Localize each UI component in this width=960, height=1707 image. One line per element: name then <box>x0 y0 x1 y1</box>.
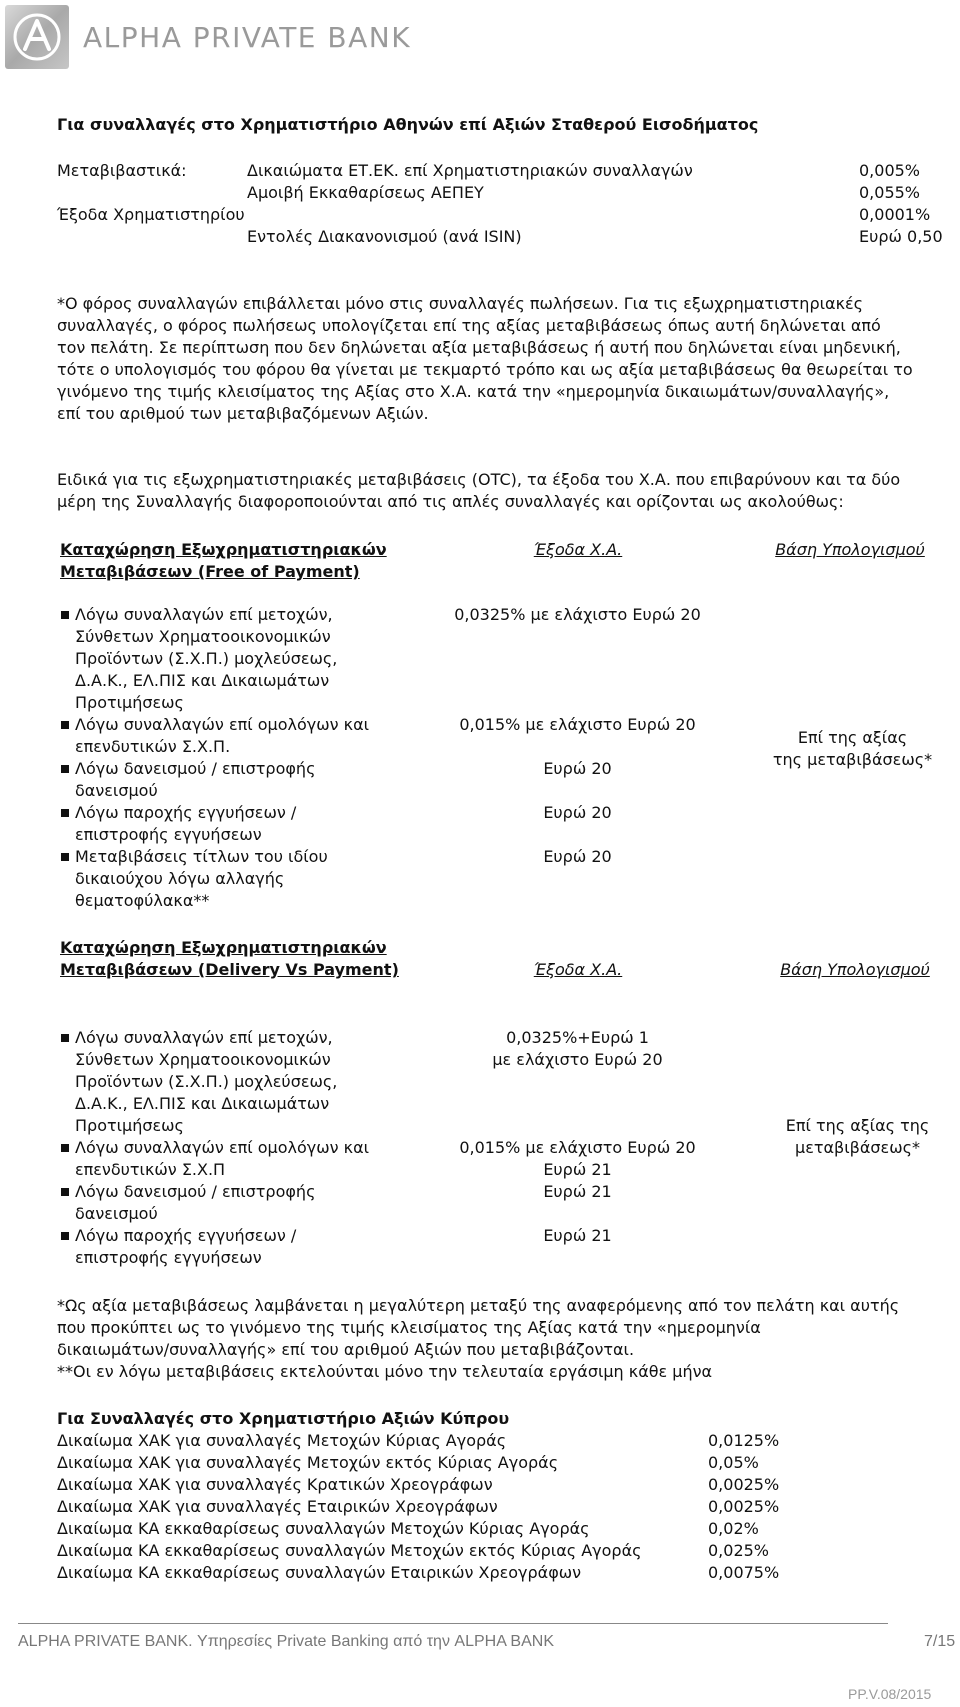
bullet-icon <box>61 611 69 619</box>
page-number: 7/15 <box>924 1633 956 1650</box>
text-line: επιστροφής εγγυήσεων <box>75 1248 262 1267</box>
fee-row-value: 0,05% <box>708 1453 759 1472</box>
text-line: γινόμενο της τιμής κλεισίματος της Αξίας στο Χ.Α. κατά την «ημερομηνία δικαιωμάτων/συναλλαγής», <box>57 382 890 401</box>
footer-divider <box>18 1623 888 1624</box>
text-line: Δ.Α.Κ., ΕΛ.ΠΙΣ και Δικαιωμάτων <box>75 671 330 690</box>
text-line: Λόγω συναλλαγών επί ομολόγων και <box>75 715 370 734</box>
fee-value: Ευρώ 20 <box>543 803 612 822</box>
fee-row-label: Δικαίωμα ΚΑ εκκαθαρίσεως συναλλαγών Μετοχών Κύριας Αγοράς <box>57 1519 590 1538</box>
bullet-icon <box>61 809 69 817</box>
text-line: τον πελάτη. Σε περίπτωση που δεν δηλώνεται αξία μεταβιβάσεως ή αυτή που δηλώνεται είναι μηδενική, <box>57 338 901 357</box>
text-line: Λόγω συναλλαγών επί ομολόγων και <box>75 1138 370 1157</box>
bullet-icon <box>61 853 69 861</box>
text-line: με ελάχιστο Ευρώ 20 <box>492 1050 663 1069</box>
heading-line: Καταχώρηση Εξωχρηματιστηριακών <box>60 938 387 957</box>
fop-col-fee: Έξοδα Χ.Α. <box>533 540 623 559</box>
fee-row-label: Δικαίωμα ΧΑΚ για συναλλαγές Εταιρικών Χρεογράφων <box>57 1497 498 1516</box>
fee-row-value: 0,02% <box>708 1519 759 1538</box>
otc-intro <box>57 469 957 513</box>
text-line: Προϊόντων (Σ.Χ.Π.) μοχλεύσεως, <box>75 1072 338 1091</box>
fee-value <box>410 1137 745 1181</box>
fee-row-label: Δικαίωμα ΚΑ εκκαθαρίσεως συναλλαγών Εταιρικών Χρεογράφων <box>57 1563 582 1582</box>
fee-row-value: Ευρώ 0,50 <box>859 227 943 246</box>
text-line: δικαιούχου λόγω αλλαγής <box>75 869 285 888</box>
text-line: **Οι εν λόγω μεταβιβάσεις εκτελούνται μόνο την τελευταία εργάσιμη κάθε μήνα <box>57 1362 713 1381</box>
dvp-col-fee: Έξοδα Χ.Α. <box>533 960 623 979</box>
fee-row-value: 0,0125% <box>708 1431 780 1450</box>
text-line: Σύνθετων Χρηματοοικονομικών <box>75 1050 331 1069</box>
tax-note <box>57 293 957 425</box>
bullet-icon <box>61 765 69 773</box>
text-line: Ευρώ 21 <box>543 1160 612 1179</box>
bullet-icon <box>61 1188 69 1196</box>
text-line: επιστροφής εγγυήσεων <box>75 825 262 844</box>
text-line: επί του αριθμού των μεταβιβαζόμενων Αξιών. <box>57 404 429 423</box>
footer-text: ALPHA PRIVATE BANK. Υπηρεσίες Private Banking από την ALPHA BANK <box>18 1633 554 1650</box>
text-line: Επί της αξίας της <box>785 1116 930 1135</box>
list-item <box>75 802 296 846</box>
fee-row-value: 0,055% <box>859 183 921 202</box>
fop-col-basis: Βάση Υπολογισμού <box>775 540 925 559</box>
text-line: Λόγω συναλλαγών επί μετοχών, <box>75 1028 333 1047</box>
fop-basis <box>750 727 955 771</box>
fee-row-label: Δικαίωμα ΧΑΚ για συναλλαγές Μετοχών Κύριας Αγοράς <box>57 1431 507 1450</box>
fee-row-label: Δικαίωμα ΚΑ εκκαθαρίσεως συναλλαγών Μετοχών εκτός Κύριας Αγοράς <box>57 1541 642 1560</box>
text-line: επενδυτικών Σ.Χ.Π. <box>75 737 231 756</box>
bullet-icon <box>61 1144 69 1152</box>
fee-value: Ευρώ 21 <box>543 1182 612 1201</box>
list-item <box>75 1181 315 1225</box>
footnotes <box>57 1295 957 1383</box>
list-item <box>75 1027 337 1137</box>
text-line: Δ.Α.Κ., ΕΛ.ΠΙΣ και Δικαιωμάτων <box>75 1094 330 1113</box>
text-line: δικαιωμάτων/συναλλαγής» επί του αριθμού Αξιών που μεταβιβάζονται. <box>57 1340 635 1359</box>
dvp-heading <box>60 937 399 981</box>
list-item <box>75 846 328 912</box>
brand-name: ALPHA PRIVATE BANK <box>83 21 412 54</box>
athens-section-title: Για συναλλαγές στο Χρηματιστήριο Αθηνών επί Αξιών Σταθερού Εισοδήματος <box>57 115 759 134</box>
fop-heading <box>60 539 387 583</box>
dvp-basis <box>760 1115 955 1159</box>
fee-row-value: 0,0001% <box>859 205 931 224</box>
text-line: Προτιμήσεως <box>75 693 184 712</box>
cyprus-fee-values <box>708 1430 779 1584</box>
text-line: της μεταβιβάσεως* <box>772 750 933 769</box>
text-line: Λόγω δανεισμού / επιστροφής <box>75 759 316 778</box>
heading-line: Μεταβιβάσεων (Delivery Vs Payment) <box>60 960 399 979</box>
text-line: συναλλαγές, ο φόρος πωλήσεως υπολογίζεται επί της αξίας μεταβιβάσεως όπως αυτή δηλώνεται από <box>57 316 881 335</box>
text-line: 0,015% με ελάχιστο Ευρώ 20 <box>459 1138 696 1157</box>
fee-row-desc: Εντολές Διακανονισμού (ανά ISIN) <box>247 227 522 246</box>
fee-row-value: 0,0025% <box>708 1497 780 1516</box>
fee-row-label: Δικαίωμα ΧΑΚ για συναλλαγές Μετοχών εκτός Κύριας Αγοράς <box>57 1453 559 1472</box>
fee-value: Ευρώ 20 <box>543 759 612 778</box>
text-line: Μεταβιβάσεις τίτλων του ιδίου <box>75 847 328 866</box>
heading-line: Μεταβιβάσεων (Free of Payment) <box>60 562 360 581</box>
bullet-icon <box>61 1232 69 1240</box>
text-line: Λόγω παροχής εγγυήσεων / <box>75 1226 297 1245</box>
fee-row-label: Δικαίωμα ΧΑΚ για συναλλαγές Κρατικών Χρεογράφων <box>57 1475 493 1494</box>
fee-value <box>410 1027 745 1071</box>
text-line: που προκύπτει ως το γινόμενο της τιμής κλεισίματος της Αξίας κατά την «ημερομηνία <box>57 1318 761 1337</box>
text-line: *Ο φόρος συναλλαγών επιβάλλεται μόνο στις συναλλαγές πωλήσεων. Για τις εξωχρηματιστηριακές <box>57 294 864 313</box>
text-line: τότε ο υπολογισμός του φόρου θα γίνεται με τεκμαρτό τρόπο και ως αξία μεταβιβάσεως θα θεωρείται το <box>57 360 913 379</box>
fee-row-value: 0,005% <box>859 161 921 180</box>
text-line: *Ως αξία μεταβιβάσεως λαμβάνεται η μεγαλύτερη μεταξύ της αναφερόμενης από τον πελάτη και αυτής <box>57 1296 900 1315</box>
list-item <box>75 1225 296 1269</box>
fee-value: Ευρώ 21 <box>543 1226 612 1245</box>
text-line: μέρη της Συναλλαγής διαφοροποιούνται από τις απλές συναλλαγές και ορίζονται ως ακολούθως: <box>57 492 844 511</box>
fee-value: 0,0325% με ελάχιστο Ευρώ 20 <box>454 605 701 624</box>
cyprus-fee-list <box>57 1430 642 1584</box>
fee-row-value: 0,0075% <box>708 1563 780 1582</box>
heading-line: Καταχώρηση Εξωχρηματιστηριακών <box>60 540 387 559</box>
text-line: θεματοφύλακα** <box>75 891 210 910</box>
text-line: Λόγω δανεισμού / επιστροφής <box>75 1182 316 1201</box>
bullet-icon <box>61 721 69 729</box>
fee-row-desc: Αμοιβή Εκκαθαρίσεως ΑΕΠΕΥ <box>247 183 484 202</box>
dvp-col-basis: Βάση Υπολογισμού <box>780 960 930 979</box>
alpha-bank-logo-icon <box>5 5 69 69</box>
fee-value: 0,015% με ελάχιστο Ευρώ 20 <box>459 715 696 734</box>
text-line: Ειδικά για τις εξωχρηματιστηριακές μεταβιβάσεις (OTC), τα έξοδα του Χ.Α. που επιβαρύνουν και τα δύο <box>57 470 901 489</box>
text-line: Επί της αξίας <box>797 728 908 747</box>
text-line: μεταβιβάσεως* <box>795 1138 920 1157</box>
list-item <box>75 714 369 758</box>
text-line: Σύνθετων Χρηματοοικονομικών <box>75 627 331 646</box>
text-line: επενδυτικών Σ.Χ.Π <box>75 1160 226 1179</box>
text-line: Λόγω συναλλαγών επί μετοχών, <box>75 605 333 624</box>
list-item <box>75 604 337 714</box>
bullet-icon <box>61 1034 69 1042</box>
transfer-label: Μεταβιβαστικά: <box>57 161 187 180</box>
list-item <box>75 758 315 802</box>
text-line: 0,0325%+Ευρώ 1 <box>506 1028 649 1047</box>
list-item <box>75 1137 369 1181</box>
document-code: PP.V.08/2015 <box>848 1686 932 1702</box>
text-line: Προϊόντων (Σ.Χ.Π.) μοχλεύσεως, <box>75 649 338 668</box>
text-line: Λόγω παροχής εγγυήσεων / <box>75 803 297 822</box>
fee-row-value: 0,025% <box>708 1541 770 1560</box>
fee-row-value: 0,0025% <box>708 1475 780 1494</box>
text-line: δανεισμού <box>75 781 158 800</box>
cyprus-section-title: Για Συναλλαγές στο Χρηματιστήριο Αξιών Κύπρου <box>57 1409 510 1428</box>
text-line: δανεισμού <box>75 1204 158 1223</box>
text-line: Προτιμήσεως <box>75 1116 184 1135</box>
fee-row-label: Έξοδα Χρηματιστηρίου <box>57 205 245 224</box>
fee-row-desc: Δικαιώματα ΕΤ.ΕΚ. επί Χρηματιστηριακών συναλλαγών <box>247 161 693 180</box>
fee-value: Ευρώ 20 <box>543 847 612 866</box>
